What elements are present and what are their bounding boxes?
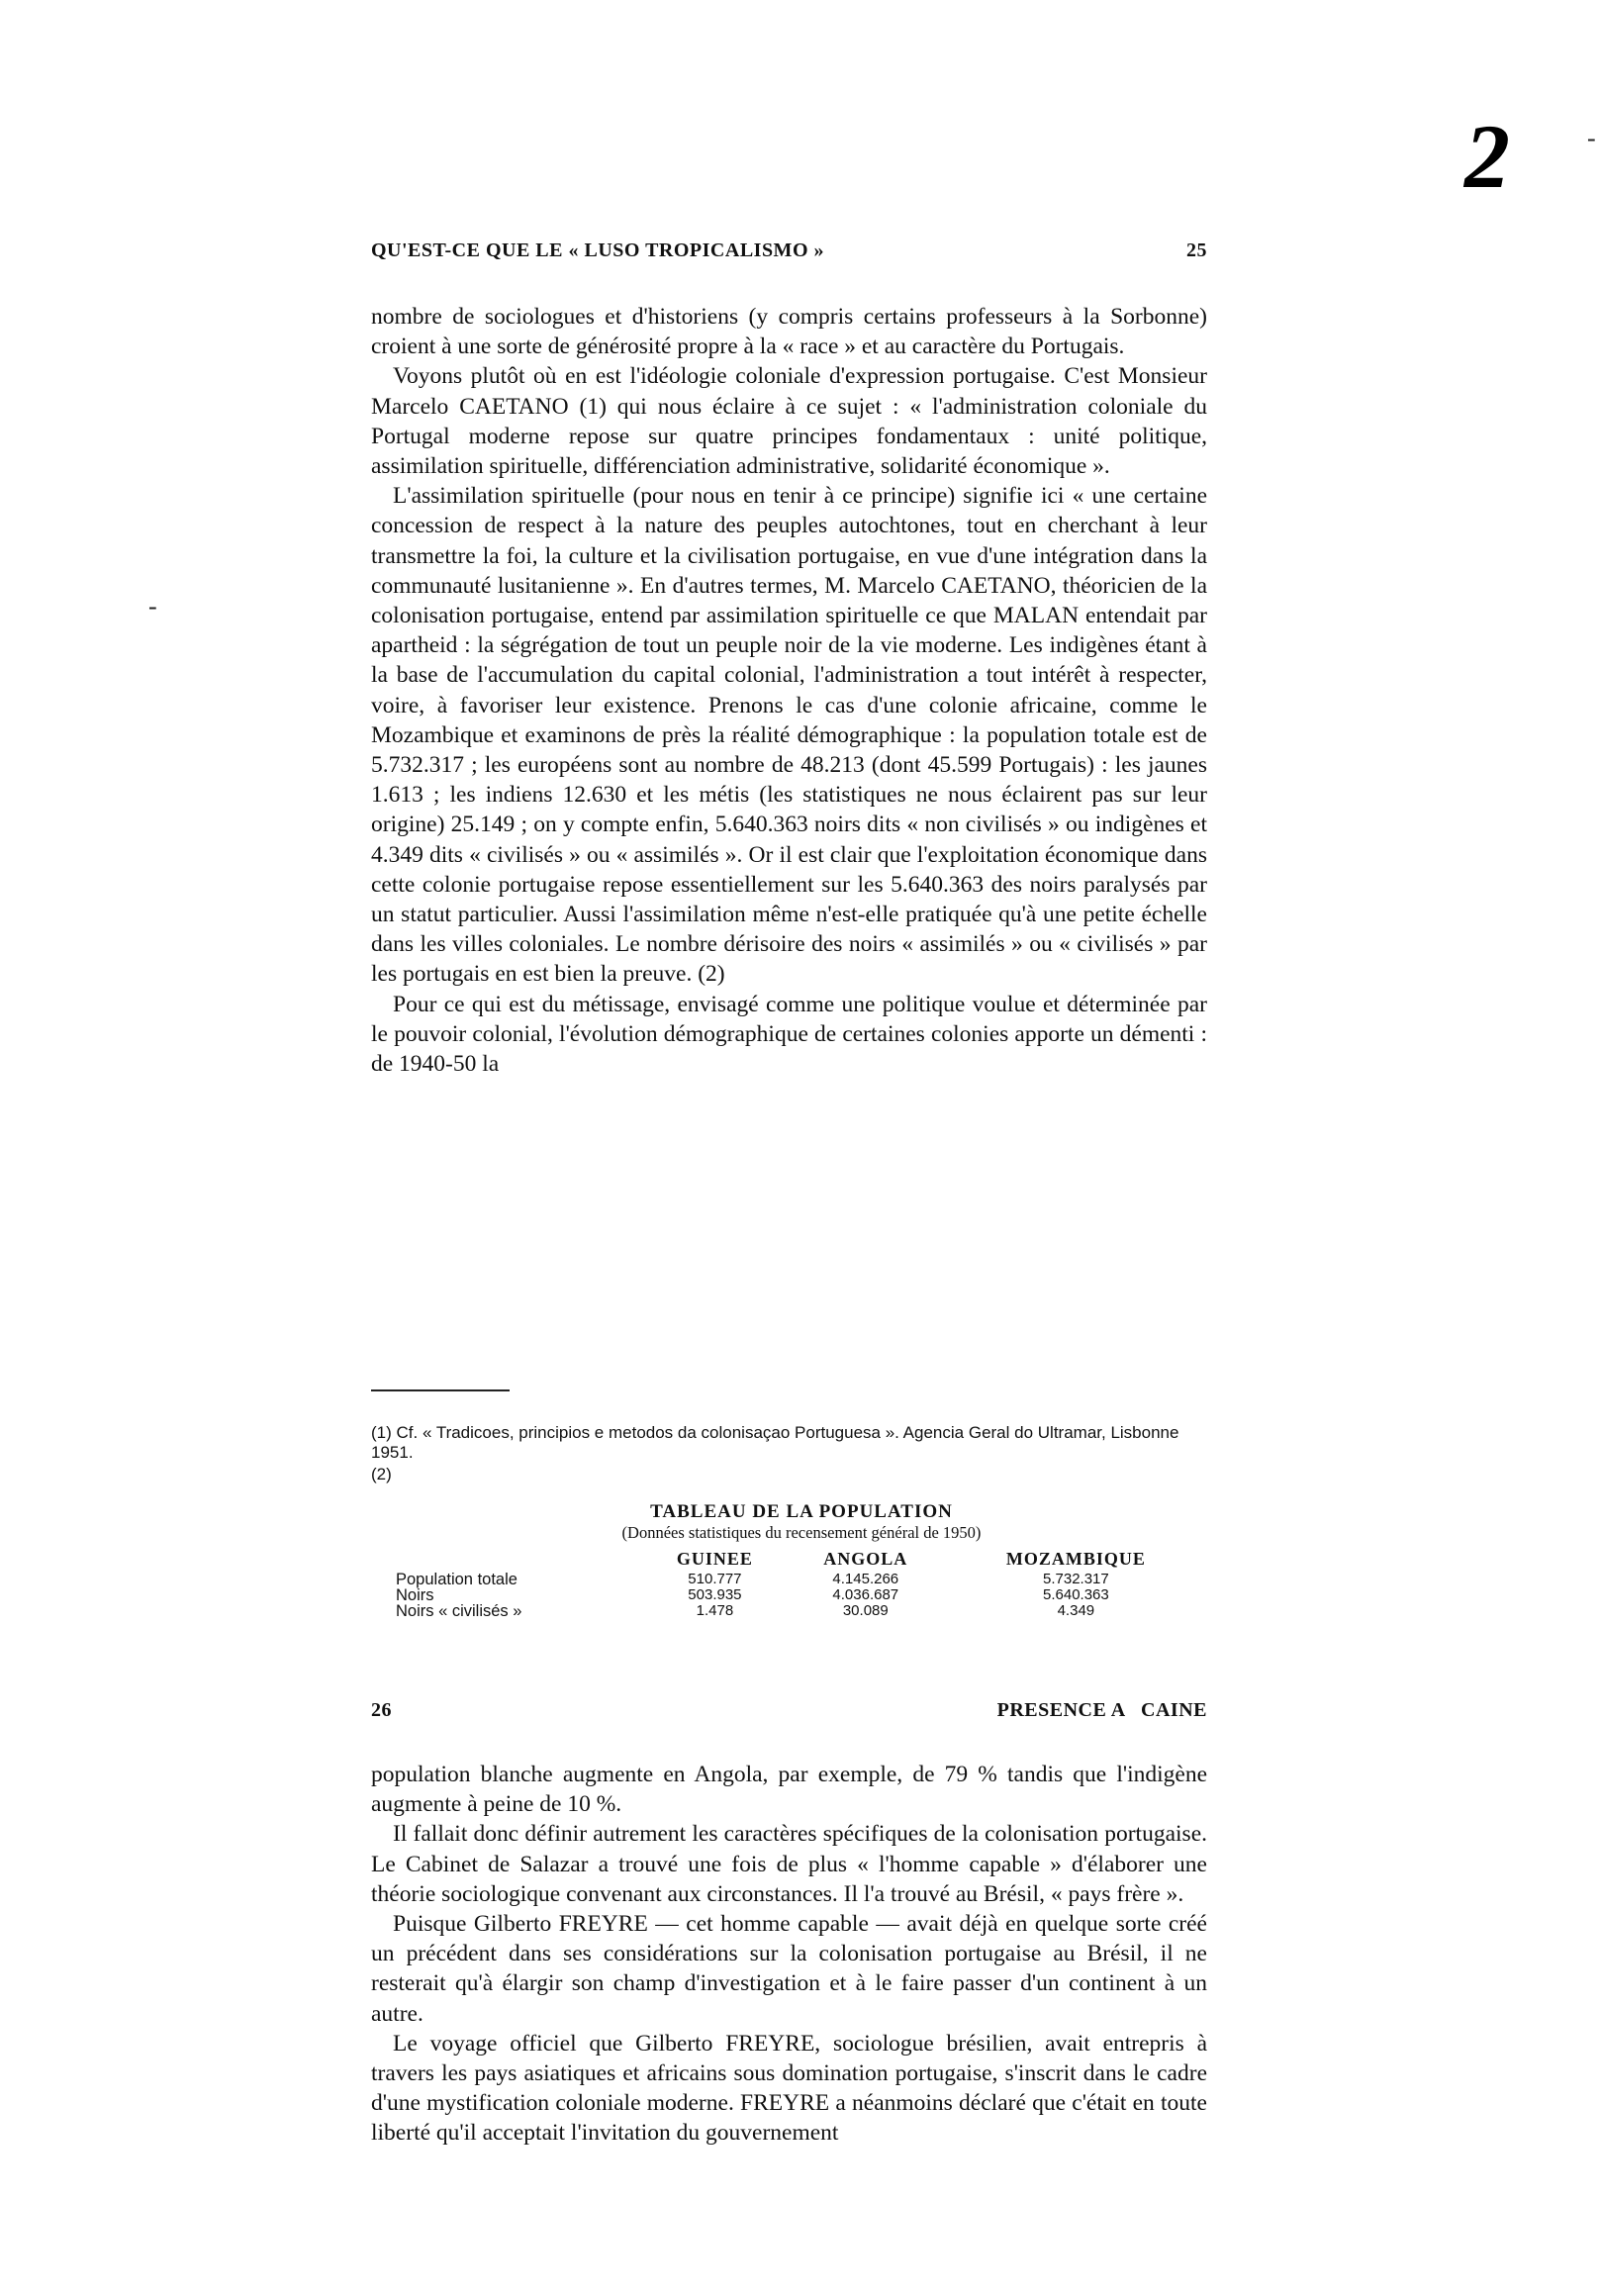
footnote-1: (1) Cf. « Tradicoes, principios e metodos da colonisaçao Portuguesa ». Agencia Geral do Ultramar, Lisbonne 1951. bbox=[371, 1423, 1179, 1462]
handwritten-page-mark: 2 bbox=[1464, 106, 1510, 207]
table-subtitle: (Données statistiques du recensement général de 1950) bbox=[621, 1523, 982, 1542]
table-header-row bbox=[396, 1549, 1207, 1572]
footnote-2-marker: (2) bbox=[371, 1465, 392, 1483]
page-number: 25 bbox=[1186, 239, 1207, 261]
page-25 bbox=[371, 239, 1207, 262]
table-header-empty bbox=[396, 1549, 643, 1572]
paragraph: nombre de sociologues et d'historiens (y compris certains professeurs à la Sorbonne) croient à une sorte de générosité propre à la « race » et au caractère du Portugais. bbox=[371, 304, 1207, 360]
table-cell: 5.640.363 bbox=[1043, 1586, 1109, 1603]
table-title: TABLEAU DE LA POPULATION bbox=[650, 1501, 953, 1522]
body-text bbox=[371, 302, 1207, 1079]
running-head bbox=[371, 1699, 1207, 1722]
table-cell: 4.145.266 bbox=[832, 1571, 899, 1587]
body-text bbox=[371, 1760, 1207, 2149]
column-header: MOZAMBIQUE bbox=[1005, 1549, 1146, 1569]
table-cell: 5.732.317 bbox=[1043, 1571, 1109, 1587]
footnotes bbox=[371, 1423, 1207, 1484]
footnote-rule bbox=[371, 1389, 510, 1391]
paragraph: Il fallait donc définir autrement les caractères spécifiques de la colonisation portugaise. Le Cabinet de Salazar a trouvé une fois de plus « l'homme capable » d'élaborer une théorie sociologique convenant aux circonstances. Il l'a trouvé au Brésil, « pays frère ». bbox=[371, 1821, 1207, 1907]
table-cell: 30.089 bbox=[842, 1602, 889, 1619]
table-cell: 4.349 bbox=[1057, 1602, 1095, 1619]
paragraph: Pour ce qui est du métissage, envisagé comme une politique voulue et déterminée par le pouvoir colonial, l'évolution démographique de certaines colonies apporte un démenti : de 1940-50 la bbox=[371, 991, 1207, 1078]
row-label: Noirs « civilisés » bbox=[396, 1602, 522, 1620]
column-header: GUINEE bbox=[676, 1549, 753, 1569]
table-cell: 510.777 bbox=[688, 1571, 742, 1587]
table-row bbox=[396, 1572, 1207, 1587]
row-label: Population totale bbox=[396, 1571, 517, 1588]
running-head-title: QU'EST-CE QUE LE « LUSO TROPICALISMO » bbox=[371, 239, 824, 261]
page-number: 26 bbox=[371, 1699, 392, 1721]
population-table bbox=[396, 1549, 1207, 1619]
table-row bbox=[396, 1603, 1207, 1619]
column-header: ANGOLA bbox=[823, 1549, 908, 1569]
paragraph: L'assimilation spirituelle (pour nous en tenir à ce principe) signifie ici « une certaine concession de respect à la nature des peuples autochtones, tout en cherchant à leur transmettre la foi, la culture et la civilisation portugaise, en vue d'une intégration dans la communauté lusitanienne ». En d'autres termes, M. Marcelo CAETANO, théoricien de la colonisation portugaise, entend par assimilation spirituelle ce que MALAN entendait par apartheid : la ségrégation de tout un peuple noir de la vie moderne. Les indigènes étant à la base de l'accumulation du capital colonial, l'administration a tout intérêt à respecter, voire, à favoriser leur existence. Prenons le cas d'une colonie africaine, comme le Mozambique et examinons de près la réalité démographique : la population totale est de 5.732.317 ; les européens sont au nombre de 48.213 (dont 45.599 Portugais) : les jaunes 1.613 ; les indiens 12.630 et les métis (les statistiques ne nous éclairent pas sur leur origine) 25.149 ; on y compte enfin, 5.640.363 noirs dits « non civilisés » ou indigènes et 4.349 dits « civilisés » ou « assimilés ». Or il est clair que l'exploitation économique dans cette colonie portugaise repose essentiellement sur les 5.640.363 des noirs paralysés par un statut particulier. Aussi l'assimilation même n'est-elle pratiquée qu'à une petite échelle dans les villes coloniales. Le nombre dérisoire des noirs « assimilés » ou « civilisés » par les portugais en est bien la preuve. (2) bbox=[371, 483, 1207, 988]
running-head-title: PRESENCE A CAINE bbox=[996, 1699, 1207, 1721]
scan-artifact: - bbox=[148, 592, 157, 621]
paragraph: Voyons plutôt où en est l'idéologie coloniale d'expression portugaise. C'est Monsieur Marcelo CAETANO (1) qui nous éclaire à ce sujet : « l'administration coloniale du Portugal moderne repose sur quatre principes fondamentaux : unité politique, assimilation spirituelle, différenciation administrative, solidarité économique ». bbox=[371, 363, 1207, 480]
page-26 bbox=[371, 1699, 1207, 1722]
table-cell: 503.935 bbox=[688, 1586, 742, 1603]
table-row bbox=[396, 1587, 1207, 1603]
table-cell: 4.036.687 bbox=[832, 1586, 899, 1603]
paragraph: population blanche augmente en Angola, par exemple, de 79 % tandis que l'indigène augmente à peine de 10 %. bbox=[371, 1762, 1207, 1818]
paragraph: Puisque Gilberto FREYRE — cet homme capable — avait déjà en quelque sorte créé un précédent dans ses considérations sur la colonisation portugaise au Brésil, il ne resterait qu'à élargir son champ d'investigation et à le faire passer d'un continent à un autre. bbox=[371, 1911, 1207, 2027]
scan-artifact: - bbox=[1587, 124, 1596, 152]
running-head bbox=[371, 239, 1207, 262]
table-cell: 1.478 bbox=[696, 1602, 734, 1619]
row-label: Noirs bbox=[396, 1586, 434, 1604]
paragraph: Le voyage officiel que Gilberto FREYRE, sociologue brésilien, avait entrepris à travers les pays asiatiques et africains sous domination portugaise, s'inscrit dans le cadre d'une mystification coloniale moderne. FREYRE a néanmoins déclaré que c'était en toute liberté qu'il acceptait l'invitation du gouvernement bbox=[371, 2030, 1207, 2147]
population-table-block bbox=[396, 1501, 1207, 1619]
